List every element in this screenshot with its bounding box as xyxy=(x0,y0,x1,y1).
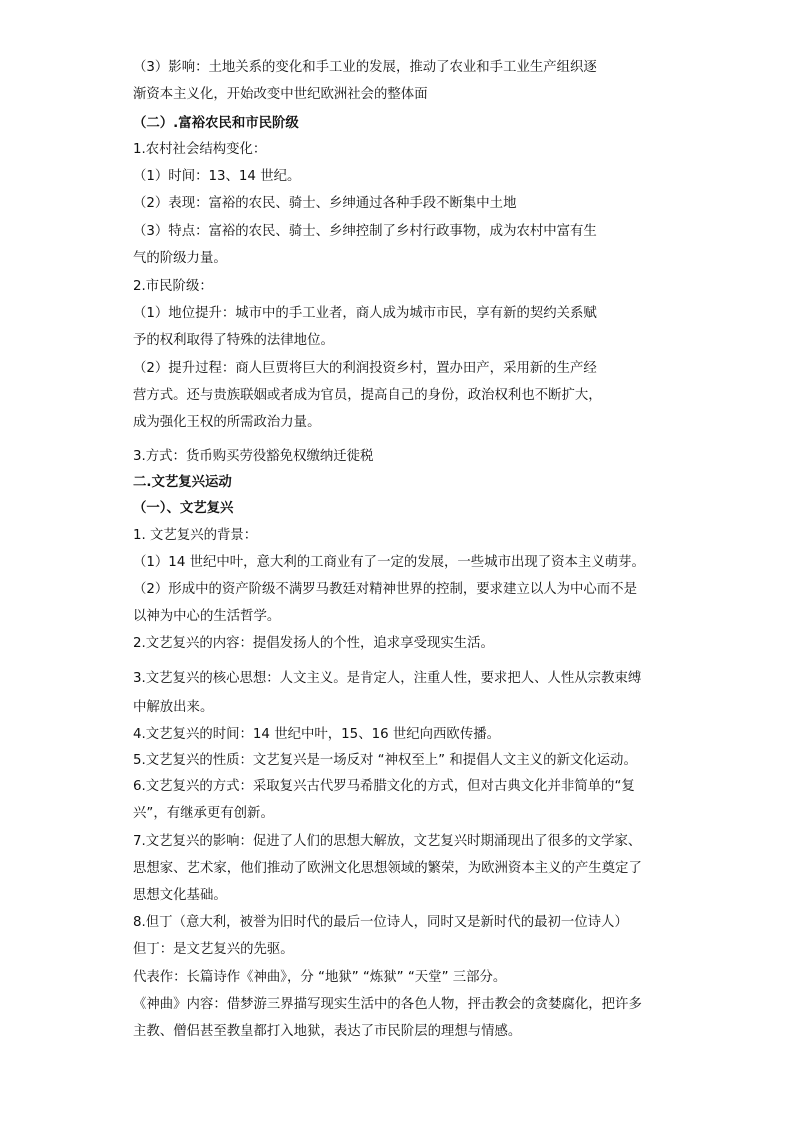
text-line: 思想家、艺术家，他们推动了欧洲文化思想领域的繁荣，为欧洲资本主义的产生奠定了 xyxy=(133,861,642,876)
text-line: （2）形成中的资产阶级不满罗马教廷对精神世界的控制，要求建立以人为中心而不是 xyxy=(133,582,637,597)
text-line: 中解放出来。 xyxy=(133,700,214,715)
text-line: 予的权利取得了特殊的法律地位。 xyxy=(133,333,334,348)
text-line: 1.农村社会结构变化： xyxy=(133,142,267,157)
section-heading: 二.文艺复兴运动 xyxy=(133,475,232,490)
text-line: 代表作：长篇诗作《神曲》，分 “地狱” “炼狱” “天堂” 三部分。 xyxy=(133,970,507,985)
text-line: 7.文艺复兴的影响：促进了人们的思想大解放，文艺复兴时期涌现出了很多的文学家、 xyxy=(133,834,642,849)
text-line: （3）特点：富裕的农民、骑士、乡绅控制了乡村行政事物，成为农村中富有生 xyxy=(133,224,597,239)
text-line: （3）影响：土地关系的变化和手工业的发展，推动了农业和手工业生产组织逐 xyxy=(133,60,597,75)
text-line: 1. 文艺复兴的背景： xyxy=(133,528,258,543)
text-line: 《神曲》内容：借梦游三界描写现实生活中的各色人物，抨击教会的贪婪腐化，把许多 xyxy=(133,997,642,1012)
text-line: 8.但丁（意大利，被誉为旧时代的最后一位诗人，同时又是新时代的最初一位诗人） xyxy=(133,915,628,930)
text-line: 兴”，有继承更有创新。 xyxy=(133,806,274,821)
section-heading: （一）、文艺复兴 xyxy=(133,501,234,516)
text-line: 渐资本主义化，开始改变中世纪欧洲社会的整体面 xyxy=(133,87,428,102)
section-heading: （二）.富裕农民和市民阶级 xyxy=(133,116,299,131)
text-line: 2.市民阶级： xyxy=(133,279,213,294)
text-line: 以神为中心的生活哲学。 xyxy=(133,609,281,624)
text-line: 3.方式：货币购买劳役豁免权缴纳迁徙税 xyxy=(133,449,374,464)
text-line: 但丁：是文艺复兴的先驱。 xyxy=(133,942,294,957)
text-line: 营方式。还与贵族联姻或者成为官员，提高自己的身份，政治权利也不断扩大， xyxy=(133,388,602,403)
text-line: 3.文艺复兴的核心思想：人文主义。是肯定人，注重人性，要求把人、人性从宗教束缚 xyxy=(133,671,642,686)
text-line: （2）表现：富裕的农民、骑士、乡绅通过各种手段不断集中土地 xyxy=(133,196,517,211)
text-line: 4.文艺复兴的时间：14 世纪中叶，15、16 世纪向西欧传播。 xyxy=(133,727,500,742)
text-line: （2）提升过程：商人巨贾将巨大的利润投资乡村，置办田产，采用新的生产经 xyxy=(133,361,597,376)
text-line: 主教、僧侣甚至教皇都打入地狱，表达了市民阶层的理想与情感。 xyxy=(133,1024,522,1039)
text-line: （1）时间：13、14 世纪。 xyxy=(133,169,301,184)
text-line: 成为强化王权的所需政治力量。 xyxy=(133,415,321,430)
text-line: 思想文化基础。 xyxy=(133,888,227,903)
text-line: （1）地位提升：城市中的手工业者，商人成为城市市民，享有新的契约关系赋 xyxy=(133,306,597,321)
text-line: （1）14 世纪中叶，意大利的工商业有了一定的发展，一些城市出现了资本主义萌芽。 xyxy=(133,555,645,570)
text-line: 5.文艺复兴的性质：文艺复兴是一场反对 “神权至上” 和提倡人文主义的新文化运动。 xyxy=(133,753,637,768)
text-line: 气的阶级力量。 xyxy=(133,251,227,266)
text-line: 6.文艺复兴的方式：采取复兴古代罗马希腊文化的方式，但对古典文化并非简单的“复 xyxy=(133,779,635,794)
text-line: 2.文艺复兴的内容：提倡发扬人的个性，追求享受现实生活。 xyxy=(133,636,494,651)
